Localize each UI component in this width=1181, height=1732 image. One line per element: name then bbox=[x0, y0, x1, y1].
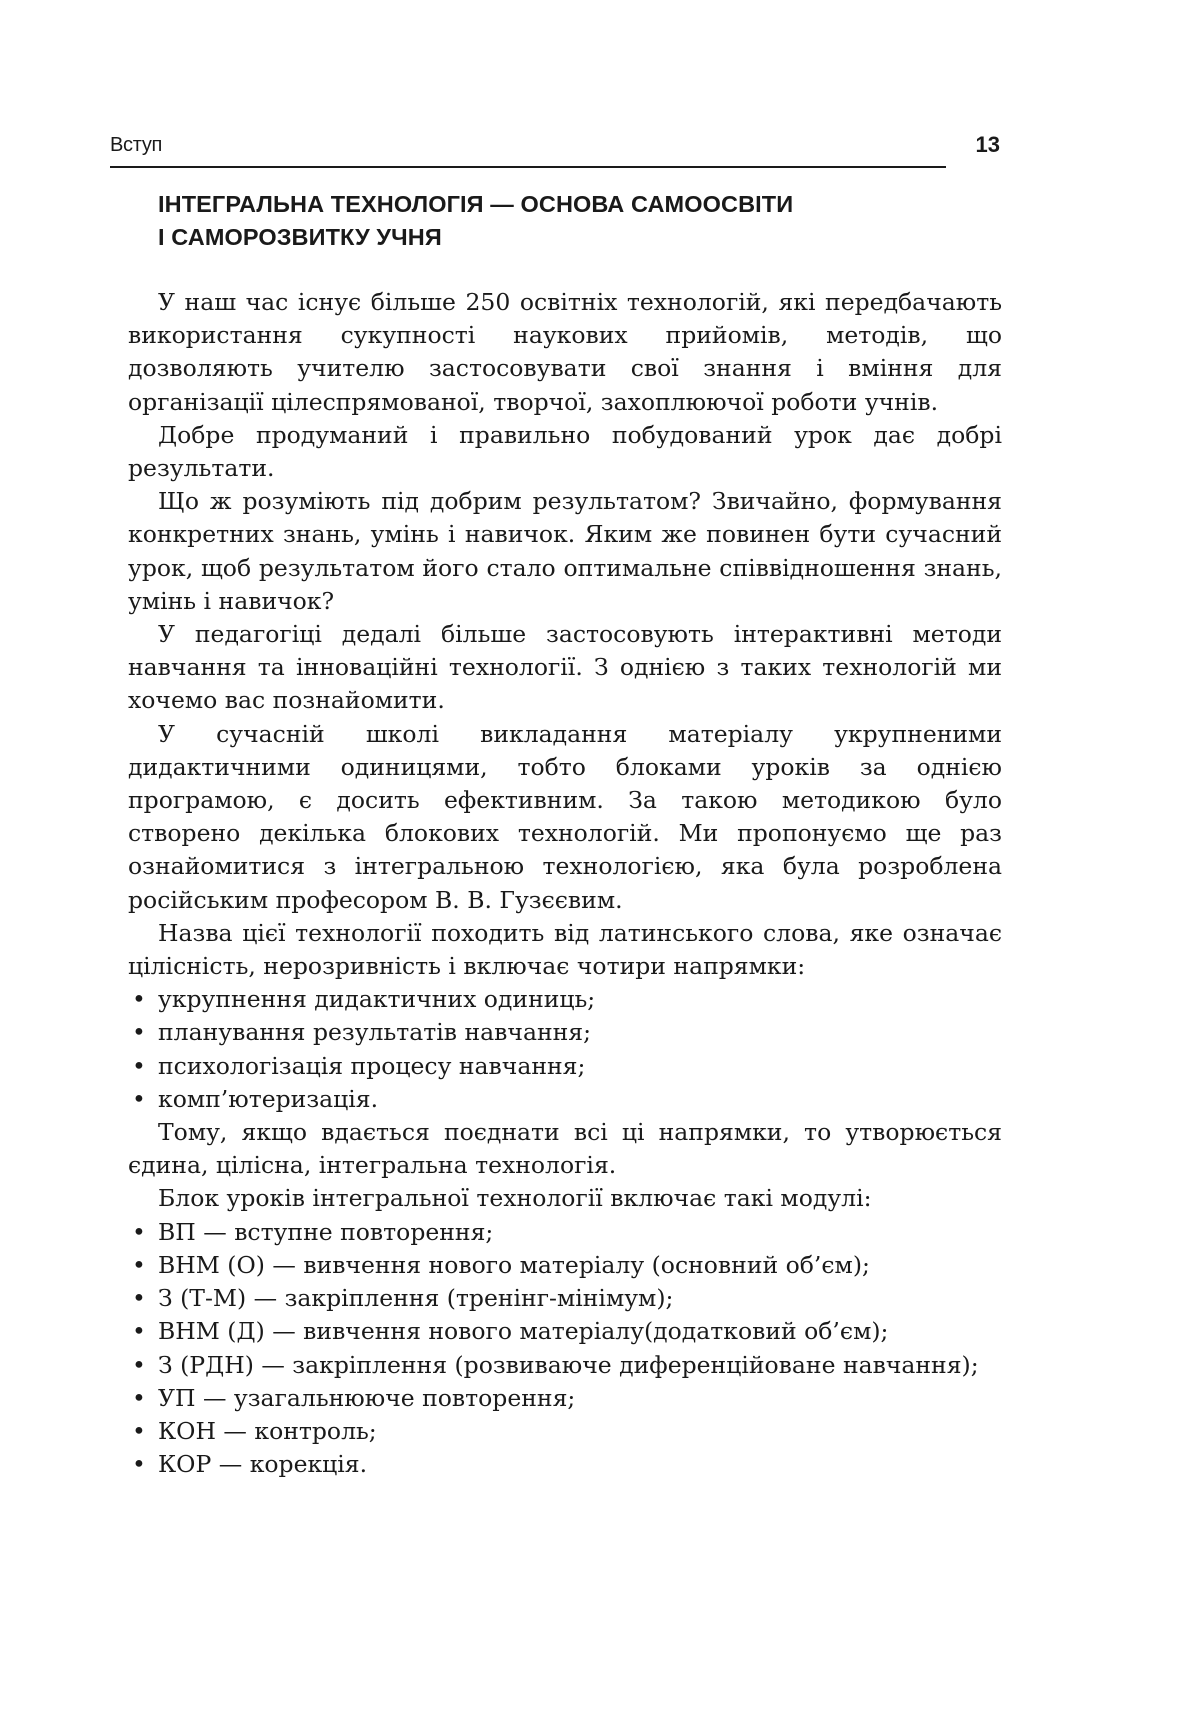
bullet-icon: • bbox=[132, 1383, 146, 1412]
list-item bbox=[128, 1216, 1002, 1249]
list-item-text: ВНМ (Д) — вивчення нового матеріалу(додатковий об’єм); bbox=[158, 1317, 889, 1346]
bullet-icon: • bbox=[132, 985, 146, 1014]
page-header bbox=[110, 132, 1000, 170]
list-item bbox=[128, 1349, 1002, 1382]
list-item-text: УП — узагальнююче повторення; bbox=[158, 1383, 576, 1412]
list-item bbox=[128, 1282, 1002, 1315]
section-title bbox=[158, 188, 793, 254]
list-item-text: ВНМ (О) — вивчення нового матеріалу (основний об’єм); bbox=[158, 1250, 870, 1279]
list-item bbox=[128, 1315, 1002, 1348]
paragraph-7: Тому, якщо вдається поєднати всі ці напрямки, то утворюється єдина, цілісна, інтегральна технологія. bbox=[128, 1118, 1002, 1180]
list-item-text: КОР — корекція. bbox=[158, 1450, 368, 1479]
bullet-icon: • bbox=[132, 1317, 146, 1346]
list-item-text: психологізація процесу навчання; bbox=[158, 1051, 586, 1080]
bullet-icon: • bbox=[132, 1018, 146, 1047]
list-item bbox=[128, 1415, 1002, 1448]
bullet-icon: • bbox=[132, 1217, 146, 1246]
bullet-icon: • bbox=[132, 1350, 146, 1379]
bullet-icon: • bbox=[132, 1284, 146, 1313]
list-item bbox=[128, 983, 1002, 1016]
list-item-text: комп’ютеризація. bbox=[158, 1084, 379, 1113]
paragraph-1: У наш час існує більше 250 освітніх технологій, які передбачають використання сукупності наукових прийомів, методів, що дозволяють учителю застосовувати свої знання і вміння для організації цілеспрямованої, творчої, захоплюючої роботи учнів. bbox=[128, 288, 1002, 416]
paragraph-4: У педагогіці дедалі більше застосовують інтерактивні методи навчання та інноваційні технології. З однією з таких технологій ми хочемо вас познайомити. bbox=[128, 620, 1002, 715]
bullet-icon: • bbox=[132, 1051, 146, 1080]
list-item bbox=[128, 1448, 1002, 1481]
bullet-icon: • bbox=[132, 1084, 146, 1113]
bullet-icon: • bbox=[132, 1416, 146, 1445]
list-item-text: планування результатів навчання; bbox=[158, 1018, 592, 1047]
list-item bbox=[128, 1016, 1002, 1049]
bullet-icon: • bbox=[132, 1250, 146, 1279]
list-item bbox=[128, 1382, 1002, 1415]
paragraph-5: У сучасній школі викладання матеріалу укрупненими дидактичними одиницями, тобто блоками уроків за однією програмою, є досить ефективним. За такою методикою було створено декілька блокових технологій. Ми пропонуємо ще раз ознайомитися з інтегральною технологією, яка була розроблена російським професором В. В. Гузєєвим. bbox=[128, 719, 1002, 914]
section-title-line-2: І САМОРОЗВИТКУ УЧНЯ bbox=[158, 224, 442, 250]
bullet-icon: • bbox=[132, 1450, 146, 1479]
paragraph-2: Добре продуманий і правильно побудований урок дає добрі результати. bbox=[128, 420, 1002, 483]
list-item bbox=[128, 1050, 1002, 1083]
running-head: Вступ bbox=[110, 134, 163, 156]
section-title-line-1: ІНТЕГРАЛЬНА ТЕХНОЛОГІЯ — ОСНОВА САМООСВІТИ bbox=[158, 191, 794, 217]
body-text bbox=[128, 286, 1002, 1481]
paragraph-3: Що ж розуміють під добрим результатом? Звичайно, формування конкретних знань, умінь і навичок. Яким же повинен бути сучасний урок, щоб результатом його стало оптимальне співвідношення знань, умінь і навичок? bbox=[128, 487, 1002, 615]
directions-list bbox=[128, 983, 1002, 1116]
paragraph-6: Назва цієї технології походить від латинського слова, яке означає цілісність, нерозривність і включає чотири напрямки: bbox=[128, 918, 1002, 981]
paragraph-8: Блок уроків інтегральної технології включає такі модулі: bbox=[158, 1184, 872, 1213]
list-item-text: укрупнення дидактичних одиниць; bbox=[158, 985, 596, 1014]
list-item bbox=[128, 1083, 1002, 1116]
page-number: 13 bbox=[975, 132, 1000, 157]
list-item-text: КОН — контроль; bbox=[158, 1416, 377, 1445]
list-item bbox=[128, 1249, 1002, 1282]
list-item-text: З (РДН) — закріплення (розвиваюче диференційоване навчання); bbox=[158, 1350, 979, 1379]
list-item-text: З (Т-М) — закріплення (тренінг-мінімум); bbox=[158, 1284, 674, 1313]
list-item-text: ВП — вступне повторення; bbox=[158, 1217, 494, 1246]
header-rule bbox=[110, 166, 946, 168]
modules-list bbox=[128, 1216, 1002, 1482]
